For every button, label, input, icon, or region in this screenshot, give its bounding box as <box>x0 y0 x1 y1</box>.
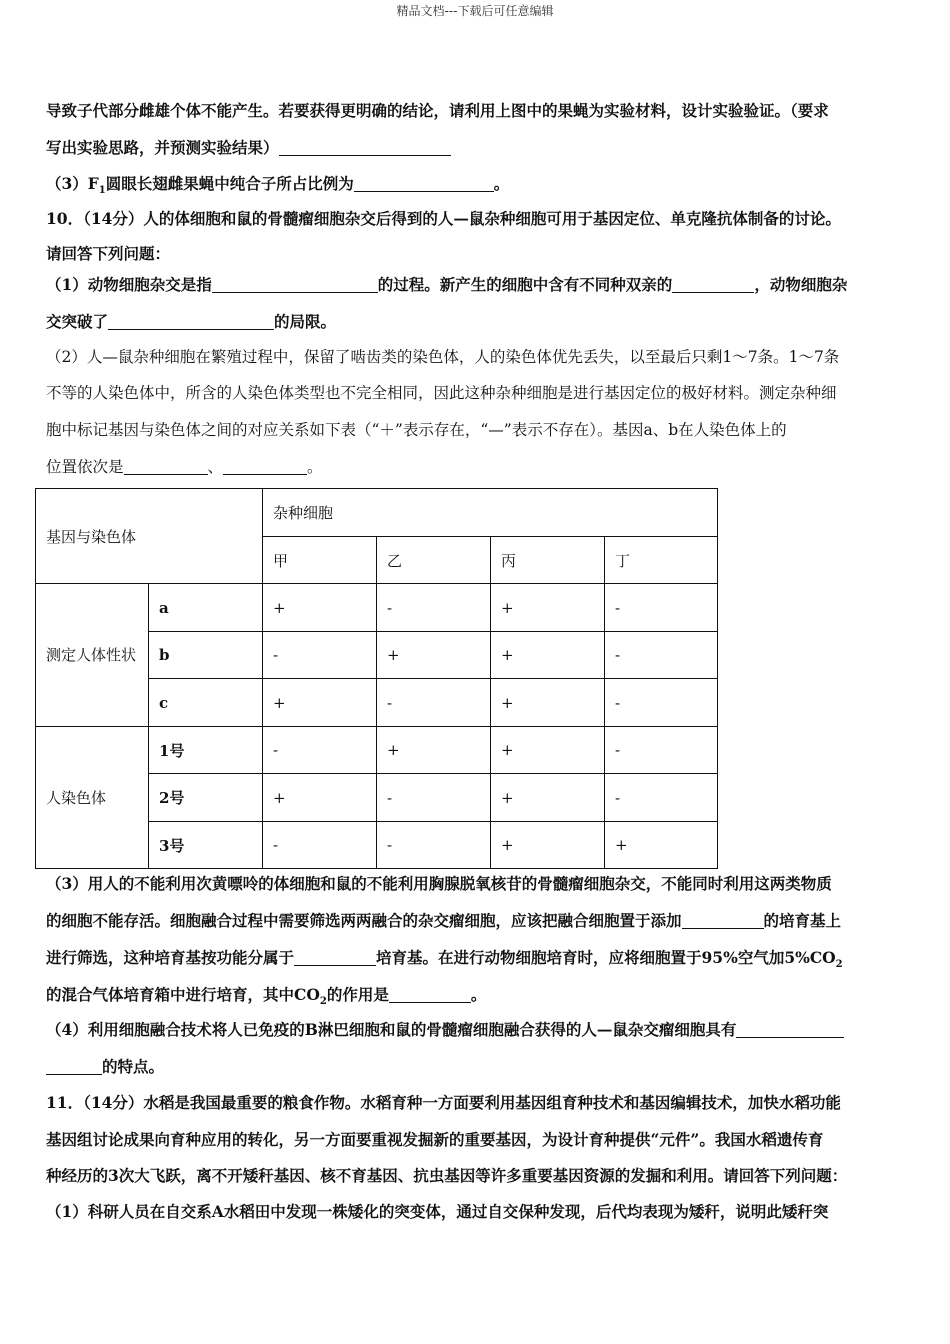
group-label: 测定人体性状 <box>36 584 149 727</box>
table-row <box>36 727 718 774</box>
cell: - <box>377 679 491 727</box>
cell: - <box>605 679 718 727</box>
group-label: 人染色体 <box>36 727 149 869</box>
q10-1-line1 <box>46 274 906 296</box>
answer-blank[interactable] <box>212 276 378 293</box>
row-label: 2号 <box>149 774 263 822</box>
cell: - <box>263 632 377 679</box>
cell: + <box>491 632 605 679</box>
cell: + <box>491 584 605 632</box>
q10-3-line2 <box>46 910 906 932</box>
cell: + <box>491 727 605 774</box>
table-row <box>36 584 718 632</box>
cell: + <box>491 774 605 822</box>
p1-line2 <box>46 137 906 159</box>
q10-2-text-b: 、 <box>207 458 224 476</box>
q11-line3: 种经历的3次大飞跃，离不开矮秆基因、核不育基因、抗虫基因等许多重要基因资源的发掘和利用。请回答下列问题： <box>46 1166 848 1185</box>
cell: + <box>377 727 491 774</box>
cell: - <box>605 774 718 822</box>
cell: + <box>263 584 377 632</box>
answer-blank[interactable] <box>736 1021 844 1038</box>
row-label: c <box>149 679 263 727</box>
q10-4-line1 <box>46 1019 906 1041</box>
cell: + <box>263 679 377 727</box>
q9-3-text: 圆眼长翅雌果蝇中纯合子所占比例为 <box>105 174 354 193</box>
row-label: a <box>149 584 263 632</box>
cell: - <box>377 774 491 822</box>
col-header: 甲 <box>263 537 377 584</box>
co2-subscript: 2 <box>319 996 327 1008</box>
row-label: b <box>149 632 263 679</box>
answer-blank[interactable] <box>354 175 494 192</box>
q9-3-pre: （3）F <box>46 174 99 193</box>
q9-3-post: 。 <box>493 174 510 193</box>
answer-blank[interactable] <box>124 458 208 475</box>
q11-line1: 11．（14分）水稻是我国最重要的粮食作物。水稻育种一方面要利用基因组育种技术和基因编辑技术，加快水稻功能 <box>46 1093 841 1112</box>
col-header: 丁 <box>605 537 718 584</box>
q10-3-line3 <box>46 947 906 976</box>
col-header: 丙 <box>491 537 605 584</box>
answer-blank[interactable] <box>682 912 764 929</box>
table-corner: 基因与染色体 <box>36 489 263 584</box>
answer-blank[interactable] <box>46 1058 102 1075</box>
answer-blank[interactable] <box>108 313 274 330</box>
cell: + <box>605 822 718 869</box>
q10-3-text-g: 。 <box>470 985 487 1004</box>
q10-3-text-e: 的混合气体培育箱中进行培育，其中CO <box>46 985 320 1004</box>
q10-3-text-a: 的细胞不能存活。细胞融合过程中需要筛选两两融合的杂交瘤细胞，应该把融合细胞置于添加 <box>46 911 682 930</box>
gene-chromosome-table <box>35 488 718 869</box>
q10-2-line1: （2）人—鼠杂种细胞在繁殖过程中，保留了啮齿类的染色体，人的染色体优先丢失，以至最后只剩1～7条。1～7条 <box>46 348 840 366</box>
q10-3-text-d: 培育基。在进行动物细胞培育时，应将细胞置于95%空气加5%CO <box>376 948 836 967</box>
q10-3-text-f: 的作用是 <box>326 985 389 1004</box>
q10-2-text-c: 。 <box>307 458 323 476</box>
q10-1-text-b: 的过程。新产生的细胞中含有不同种双亲的 <box>377 275 673 294</box>
q10-3-text-c: 进行筛选，这种培育基按功能分属于 <box>46 948 295 967</box>
cell: - <box>263 822 377 869</box>
q11-1-line1: （1）科研人员在自交系A水稻田中发现一株矮化的突变体，通过自交保种发现，后代均表现为矮秆，说明此矮秆突 <box>46 1202 829 1221</box>
q10-1-line2 <box>46 311 906 333</box>
q11-line2: 基因组讨论成果向育种应用的转化，另一方面要重视发掘新的重要基因，为设计育种提供“元件”。我国水稻遗传育 <box>46 1130 824 1149</box>
q10-2-text-a: 位置依次是 <box>46 458 124 476</box>
cell: - <box>377 584 491 632</box>
q9-3-line <box>46 173 906 202</box>
q10-2-line4 <box>46 456 906 478</box>
q10-4-text-b: 的特点。 <box>102 1057 165 1076</box>
cell: - <box>377 822 491 869</box>
cell: - <box>263 727 377 774</box>
q10-1-text-e: 的局限。 <box>274 312 337 331</box>
cell: - <box>605 727 718 774</box>
q10-2-line2: 不等的人染色体中，所含的人染色体类型也不完全相同，因此这种杂种细胞是进行基因定位的极好材料。测定杂种细 <box>46 384 837 402</box>
answer-blank[interactable] <box>389 986 471 1003</box>
answer-blank[interactable] <box>294 949 376 966</box>
table-hybrid-header: 杂种细胞 <box>263 489 718 537</box>
q10-3-line4 <box>46 984 906 1013</box>
cell: + <box>491 822 605 869</box>
q9-3-sub: 1 <box>98 185 106 197</box>
p1-line2-text: 写出实验思路，并预测实验结果） <box>46 138 279 157</box>
p1-line1: 导致子代部分雌雄个体不能产生。若要获得更明确的结论，请利用上图中的果蝇为实验材料，设计实验验证。（要求 <box>46 101 829 120</box>
cell: + <box>377 632 491 679</box>
row-label: 3号 <box>149 822 263 869</box>
cell: + <box>491 679 605 727</box>
answer-blank[interactable] <box>279 139 451 156</box>
col-header: 乙 <box>377 537 491 584</box>
cell: + <box>263 774 377 822</box>
answer-blank[interactable] <box>223 458 307 475</box>
q10-2-line3: 胞中标记基因与染色体之间的对应关系如下表（“＋”表示存在，“—”表示不存在）。基因a、b在人染色体上的 <box>46 421 787 439</box>
q10-4-line2 <box>46 1056 906 1078</box>
q10-4-text-a: （4）利用细胞融合技术将人已免疫的B淋巴细胞和鼠的骨髓瘤细胞融合获得的人—鼠杂交瘤细胞具有 <box>46 1020 737 1039</box>
page-header: 精品文档---下载后可任意编辑 <box>396 4 554 18</box>
cell: - <box>605 584 718 632</box>
q10-line2: 请回答下列问题： <box>46 244 171 263</box>
answer-blank[interactable] <box>672 276 754 293</box>
q10-1-text-d: 交突破了 <box>46 312 109 331</box>
row-label: 1号 <box>149 727 263 774</box>
co2-subscript: 2 <box>835 959 843 971</box>
q10-3-text-b: 的培育基上 <box>763 911 842 930</box>
cell: - <box>605 632 718 679</box>
q10-1-text-a: （1）动物细胞杂交是指 <box>46 275 212 294</box>
q10-line1: 10．（14分）人的体细胞和鼠的骨髓瘤细胞杂交后得到的人—鼠杂种细胞可用于基因定位、单克隆抗体制备的讨论。 <box>46 209 841 228</box>
q10-1-text-c: ，动物细胞杂 <box>754 275 848 294</box>
q10-3-line1: （3）用人的不能利用次黄嘌呤的体细胞和鼠的不能利用胸腺脱氧核苷的骨髓瘤细胞杂交，不能同时利用这两类物质 <box>46 874 832 893</box>
